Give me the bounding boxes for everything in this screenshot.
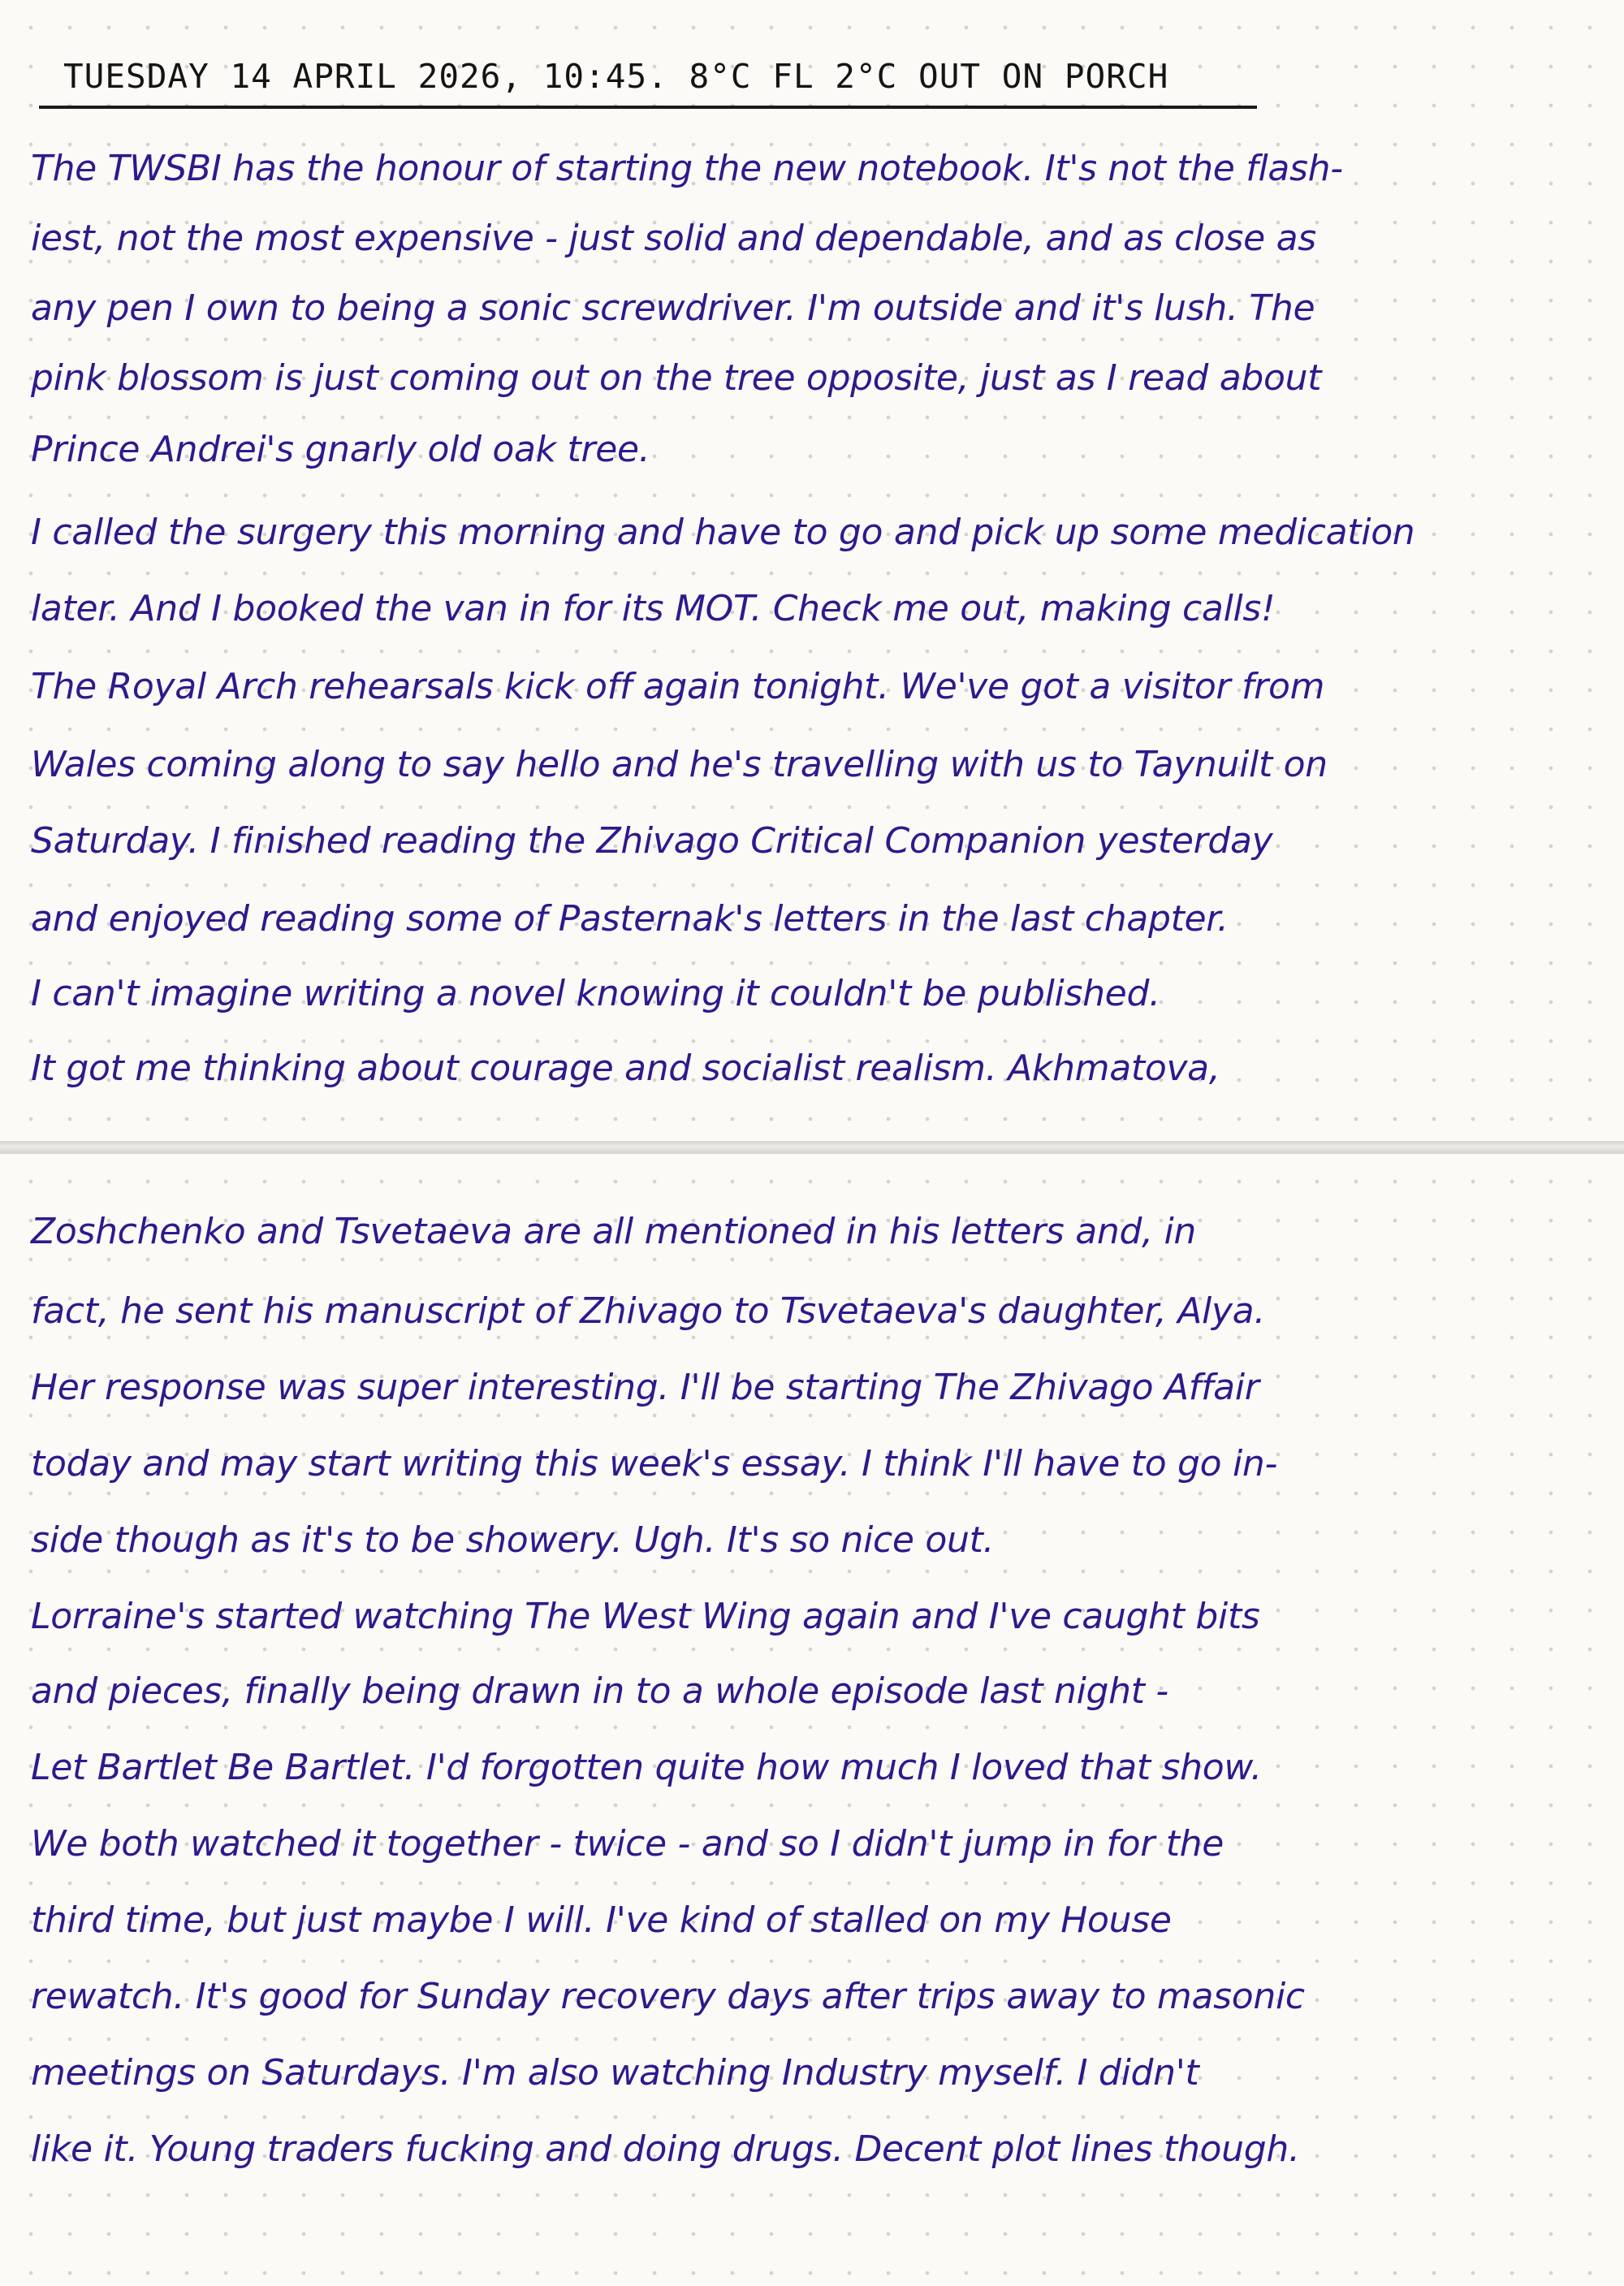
journal-line: Wales coming along to say hello and he's travelling with us to Taynuilt on	[31, 744, 1328, 785]
journal-line: like it. Young traders fucking and doing drugs. Decent plot lines though.	[31, 2128, 1300, 2170]
date-header	[39, 49, 1257, 109]
journal-line: third time, but just maybe I will. I've kind of stalled on my House	[31, 1899, 1172, 1941]
journal-line: I can't imagine writing a novel knowing it couldn't be published.	[31, 973, 1160, 1014]
journal-line: Let Bartlet Be Bartlet. I'd forgotten quite how much I loved that show.	[31, 1747, 1262, 1788]
date-line: TUESDAY 14 APRIL 2026, 10:45. 8°C FL 2°C OUT ON PORCH	[63, 57, 1169, 96]
journal-line: side though as it's to be showery. Ugh. It's so nice out.	[31, 1519, 995, 1561]
journal-line: any pen I own to being a sonic screwdriver. I'm outside and it's lush. The	[31, 287, 1315, 329]
journal-line: I called the surgery this morning and have to go and pick up some medication	[31, 512, 1415, 553]
journal-line: Her response was super interesting. I'll be starting The Zhivago Affair	[31, 1367, 1259, 1408]
journal-line: Prince Andrei's gnarly old oak tree.	[31, 429, 650, 470]
notebook-page-top	[0, 0, 1624, 1142]
journal-line: pink blossom is just coming out on the tree opposite, just as I read about	[31, 357, 1322, 399]
journal-line: fact, he sent his manuscript of Zhivago to Tsvetaeva's daughter, Alya.	[31, 1290, 1266, 1332]
journal-line: later. And I booked the van in for its MOT. Check me out, making calls!	[31, 588, 1276, 629]
journal-line: and pieces, finally being drawn in to a whole episode last night -	[31, 1670, 1168, 1712]
journal-line: The Royal Arch rehearsals kick off again tonight. We've got a visitor from	[31, 666, 1325, 707]
journal-line: iest, not the most expensive - just solid and dependable, and as close as	[31, 218, 1316, 259]
journal-line: Saturday. I finished reading the Zhivago Critical Companion yesterday	[31, 820, 1273, 862]
journal-line: rewatch. It's good for Sunday recovery days after trips away to masonic	[31, 1976, 1305, 2017]
journal-line: meetings on Saturdays. I'm also watching Industry myself. I didn't	[31, 2052, 1199, 2094]
journal-line: It got me thinking about courage and socialist realism. Akhmatova,	[31, 1048, 1220, 1089]
journal-line: Lorraine's started watching The West Wing again and I've caught bits	[31, 1596, 1260, 1637]
notebook-page-bottom	[0, 1153, 1624, 2286]
journal-line: and enjoyed reading some of Pasternak's letters in the last chapter.	[31, 898, 1229, 940]
journal-line: We both watched it together - twice - and so I didn't jump in for the	[31, 1823, 1224, 1865]
journal-line: The TWSBI has the honour of starting the new notebook. It's not the flash-	[31, 148, 1343, 189]
journal-line: Zoshchenko and Tsvetaeva are all mentioned in his letters and, in	[31, 1211, 1196, 1252]
journal-line: today and may start writing this week's essay. I think I'll have to go in-	[31, 1443, 1278, 1484]
notebook-gutter	[0, 1141, 1624, 1153]
